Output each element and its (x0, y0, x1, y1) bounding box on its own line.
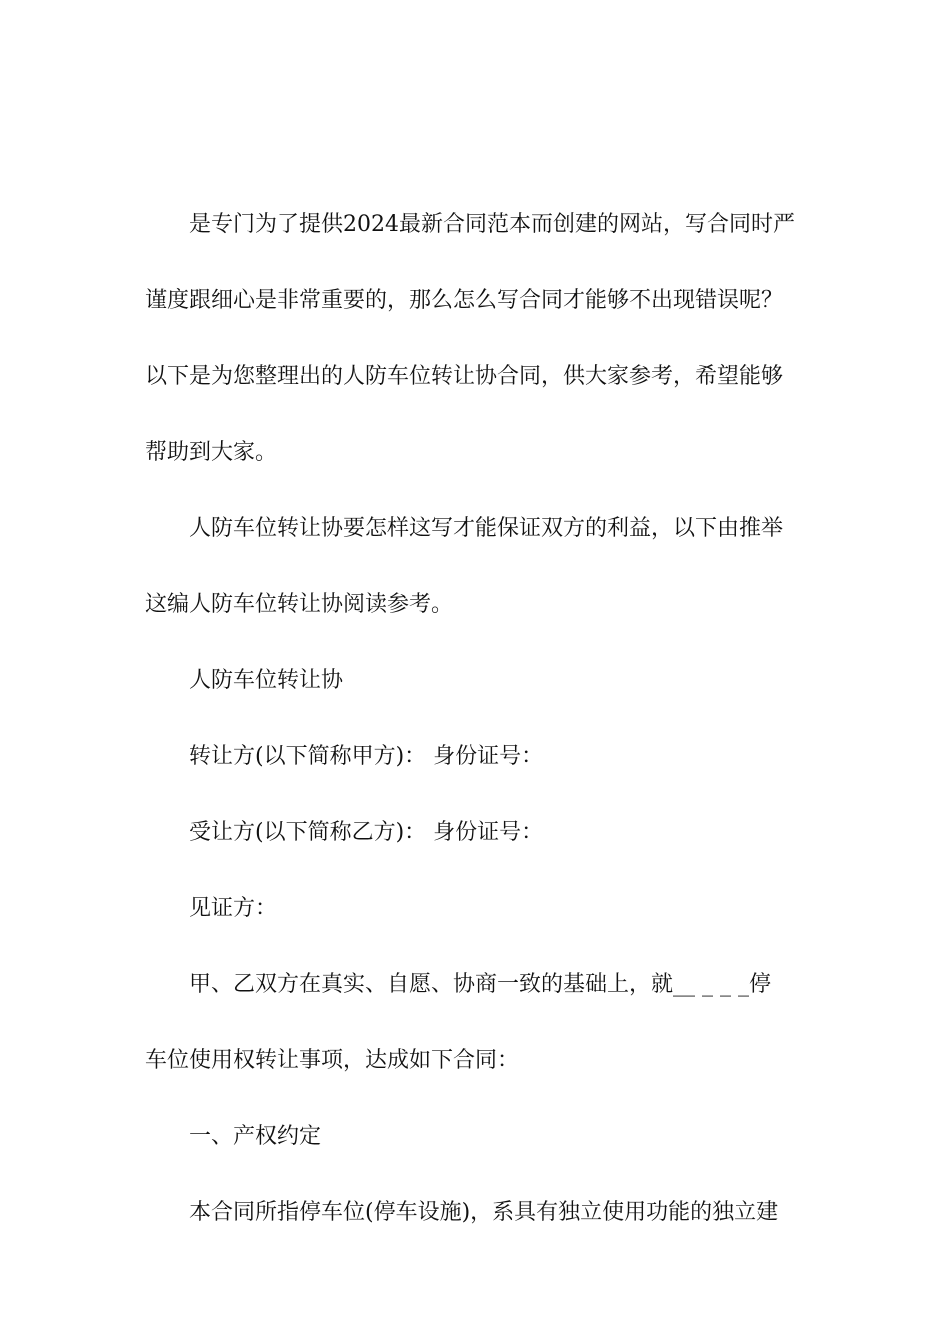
paragraph-line: 帮助到大家。 (145, 440, 278, 465)
document-body (145, 200, 805, 1264)
paragraph-line: 甲、乙双方在真实、自愿、协商一致的基础上，就__ _ _ _停 (189, 972, 771, 997)
paragraph-line: 人防车位转让协要怎样这写才能保证双方的利益，以下由推举 (189, 516, 784, 541)
paragraph-line: 这编人防车位转让协阅读参考。 (145, 592, 454, 617)
witness-line: 见证方： (189, 896, 278, 921)
paragraph-line: 车位使用权转让事项，达成如下合同： (145, 1048, 520, 1073)
paragraph-line: 本合同所指停车位(停车设施)，系具有独立使用功能的独立建 (189, 1200, 779, 1225)
paragraph-line: 以下是为您整理出的人防车位转让协合同，供大家参考，希望能够 (145, 364, 784, 389)
section-heading: 一、产权约定 (189, 1124, 322, 1149)
transferor-line: 转让方(以下简称甲方)： 身份证号： (189, 744, 544, 769)
transferee-line: 受让方(以下简称乙方)： 身份证号： (189, 820, 544, 845)
paragraph-line: 谨度跟细心是非常重要的，那么怎么写合同才能够不出现错误呢？ (145, 288, 784, 313)
document-title: 人防车位转让协 (189, 668, 344, 693)
paragraph-line: 是专门为了提供2024最新合同范本而创建的网站，写合同时严 (189, 212, 795, 237)
